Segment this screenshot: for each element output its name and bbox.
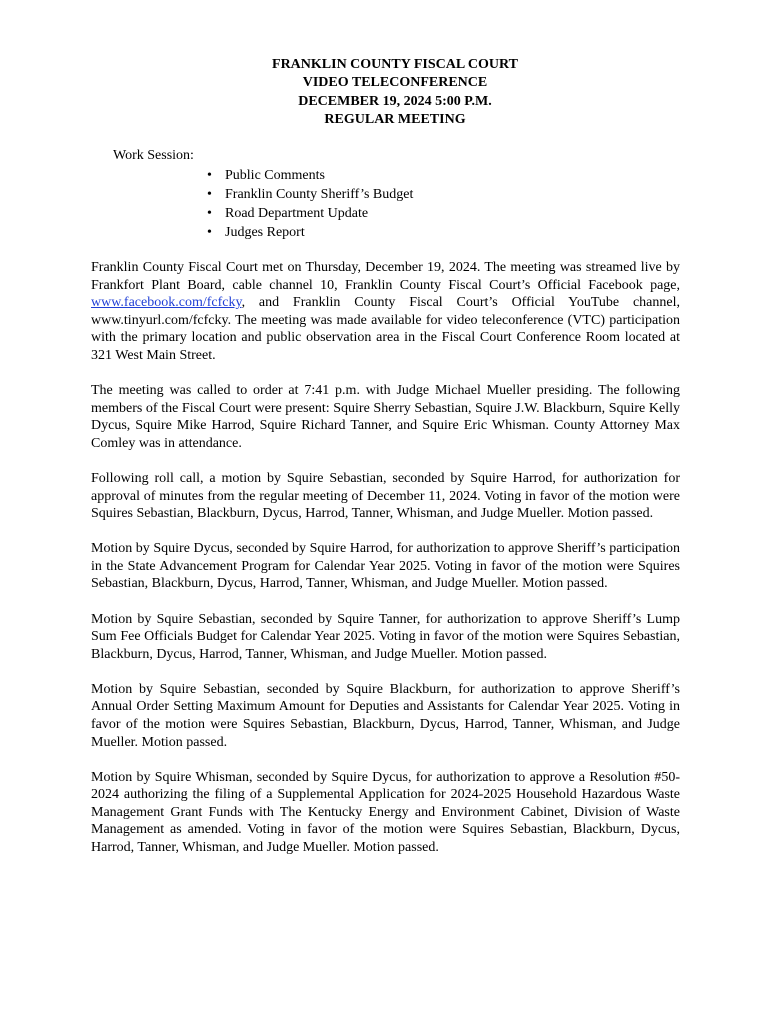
list-item xyxy=(207,204,673,223)
intro-text-start: Franklin County Fiscal Court met on Thursday, December 19, 2024. The meeting was streamed live by Frankfort Plant Board, cable channel 10, Franklin County Fiscal Court’s Official Facebook page, xyxy=(91,260,680,293)
list-item xyxy=(207,166,673,185)
list-item-text: Road Department Update xyxy=(225,206,369,221)
header-meeting-type: REGULAR MEETING xyxy=(324,112,466,128)
work-session-label: Work Session: xyxy=(113,148,194,163)
list-item-text: Public Comments xyxy=(225,168,325,183)
header-meeting-format: VIDEO TELECONFERENCE xyxy=(302,75,488,91)
work-session-list xyxy=(113,166,673,242)
document-header xyxy=(0,56,770,130)
list-item xyxy=(207,223,673,242)
paragraph-resolution-motion: Motion by Squire Whisman, seconded by Squire Dycus, for authorization to approve a Resolution #50-2024 authorizing the filing of a Supplemental Application for 2024-2025 Household Hazardous Waste Management Grant Funds with The Kentucky Energy and Environment Cabinet, Division of Waste Management as amended. Voting in favor of the motion were Squires Sebastian, Blackburn, Dycus, Harrod, Tanner, Whisman, and Judge Mueller. Motion passed. xyxy=(91,769,680,856)
list-item xyxy=(207,185,673,204)
paragraph-meeting-intro xyxy=(91,259,680,365)
intro-text-end: , and Franklin County Fiscal Court’s Official YouTube channel, www.tinyurl.com/fcfcky. The meeting was made available for video teleconference (VTC) participation with the primary location and public observation area in the Fiscal Court Conference Room located at 321 West Main Street. xyxy=(91,295,680,363)
header-court-name: FRANKLIN COUNTY FISCAL COURT xyxy=(272,57,518,72)
paragraph-lump-sum-budget-motion: Motion by Squire Sebastian, seconded by Squire Tanner, for authorization to approve Sheriff’s Lump Sum Fee Officials Budget for Calendar Year 2025. Voting in favor of the motion were Squires Sebastian, Blackburn, Dycus, Harrod, Tanner, Whisman, and Judge Mueller. Motion passed. xyxy=(91,611,680,662)
bullet-icon: • xyxy=(207,187,212,202)
facebook-link[interactable]: www.facebook.com/fcfcky xyxy=(91,295,242,311)
bullet-icon: • xyxy=(207,206,212,221)
paragraph-minutes-approval: Following roll call, a motion by Squire Sebastian, seconded by Squire Harrod, for authorization for approval of minutes from the regular meeting of December 11, 2024. Voting in favor of the motion were Squires Sebastian, Blackburn, Dycus, Harrod, Tanner, Whisman, and Judge Mueller. Motion passed. xyxy=(91,470,680,522)
paragraph-state-advancement-motion: Motion by Squire Dycus, seconded by Squire Harrod, for authorization to approve Sheriff’s participation in the State Advancement Program for Calendar Year 2025. Voting in favor of the motion were Squires Sebastian, Blackburn, Dycus, Harrod, Tanner, Whisman, and Judge Mueller. Motion passed. xyxy=(91,541,680,592)
paragraph-annual-order-motion: Motion by Squire Sebastian, seconded by Squire Blackburn, for authorization to approve Sheriff’s Annual Order Setting Maximum Amount for Deputies and Assistants for Calendar Year 2025. Voting in favor of the motion were Squires Sebastian, Blackburn, Dycus, Harrod, Tanner, Whisman, and Judge Mueller. Motion passed. xyxy=(91,681,680,750)
minutes-body xyxy=(91,259,680,874)
paragraph-call-to-order: The meeting was called to order at 7:41 p.m. with Judge Michael Mueller presiding. The following members of the Fiscal Court were present: Squire Sherry Sebastian, Squire J.W. Blackburn, Squire Kelly Dycus, Squire Mike Harrod, Squire Richard Tanner, and Squire Eric Whisman. County Attorney Max Comley was in attendance. xyxy=(91,383,680,451)
header-meeting-date: DECEMBER 19, 2024 5:00 P.M. xyxy=(298,93,492,109)
list-item-text: Judges Report xyxy=(225,225,305,240)
bullet-icon: • xyxy=(207,168,212,183)
list-item-text: Franklin County Sheriff’s Budget xyxy=(225,187,414,202)
work-session-section xyxy=(113,147,673,242)
bullet-icon: • xyxy=(207,225,212,240)
